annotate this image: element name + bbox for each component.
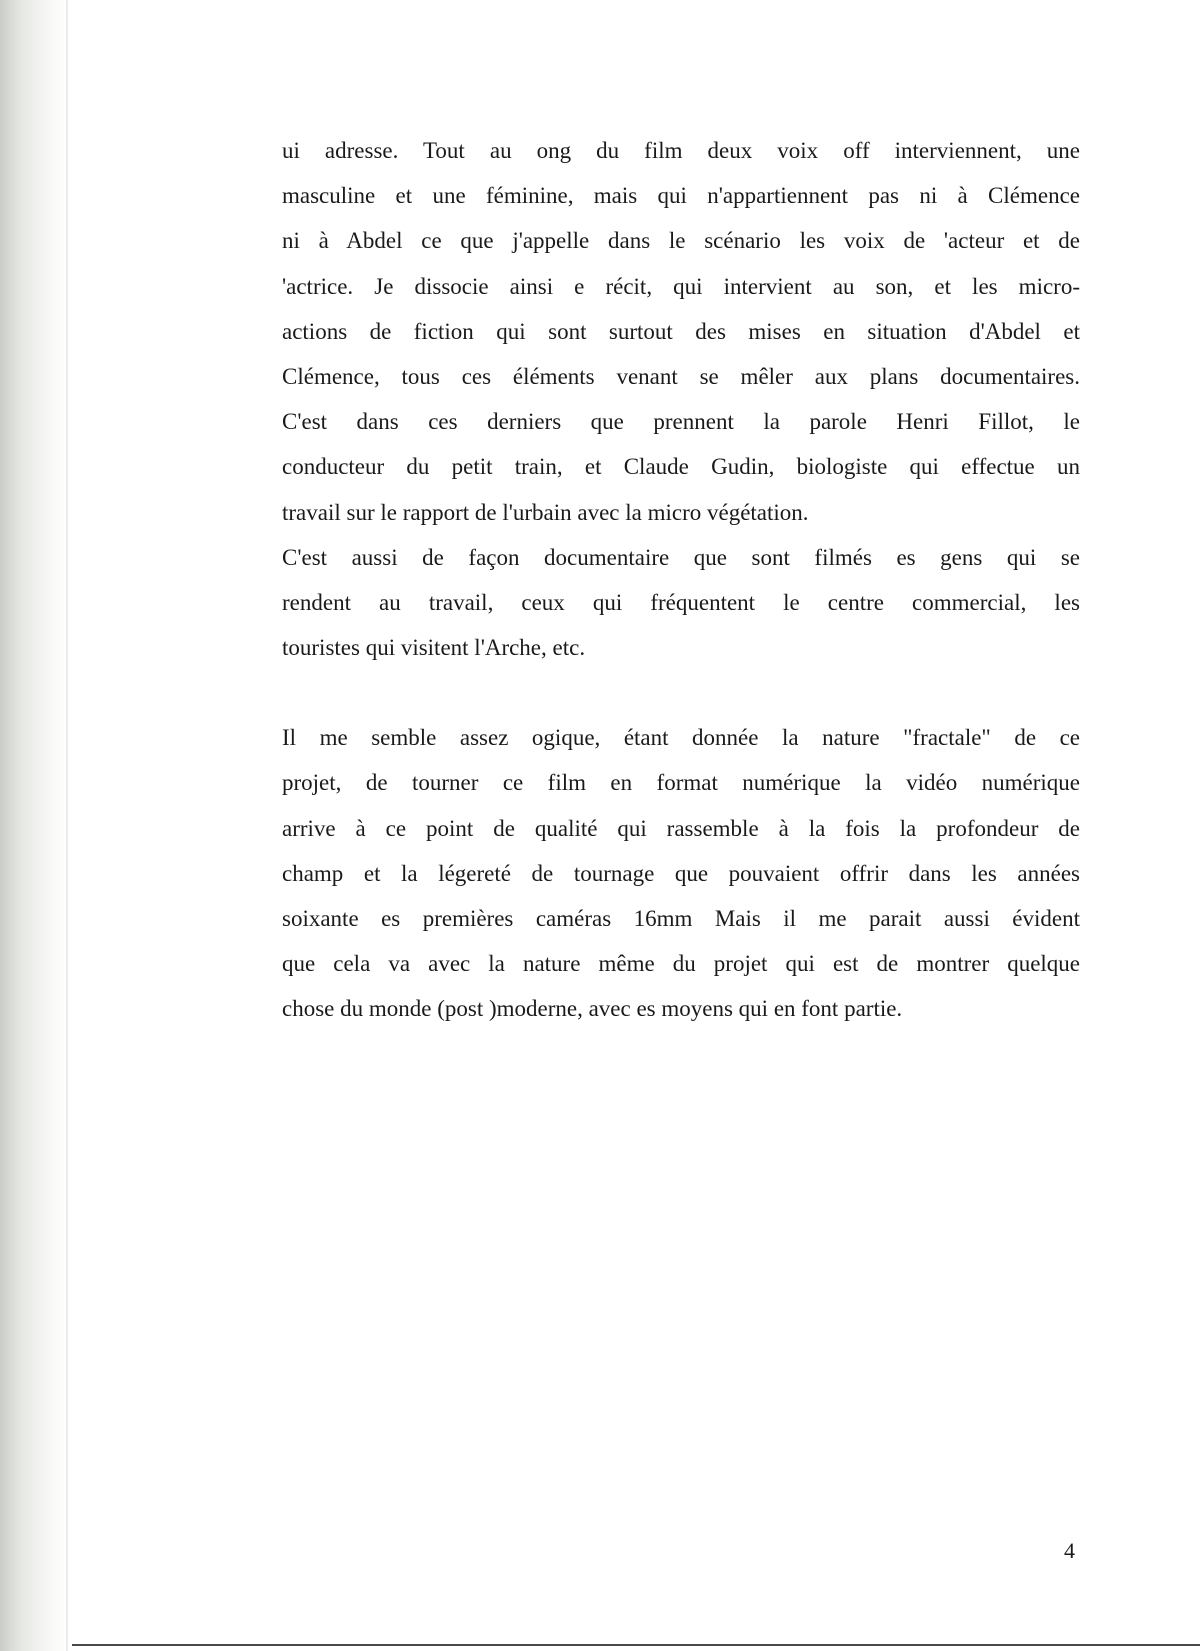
page-number: 4 (1064, 1538, 1075, 1563)
paragraph-1 (282, 128, 1080, 535)
text-line: arrive à ce point de qualité qui rassemble à la fois la profondeur de (282, 815, 1080, 841)
paragraph-2 (282, 535, 1080, 671)
text-line: Il me semble assez ogique, étant donnée la nature "fractale" de ce (282, 725, 1080, 751)
text-line: 'actrice. Je dissocie ainsi e récit, qui intervient au son, et les micro- (282, 273, 1080, 299)
text-line: projet, de tourner ce film en format numérique la vidéo numérique (282, 770, 1080, 796)
text-line: que cela va avec la nature même du projet qui est de montrer quelque (282, 951, 1080, 977)
text-line: ui adresse. Tout au ong du film deux voix off interviennent, une (282, 138, 1080, 163)
document-body (282, 128, 1080, 1032)
page-bottom-edge (72, 1644, 1200, 1646)
text-line: actions de fiction qui sont surtout des mises en situation d'Abdel et (282, 318, 1080, 344)
text-line: chose du monde (post )moderne, avec es moyens qui en font partie. (282, 996, 903, 1022)
paragraph-gap (282, 670, 1080, 715)
text-line: champ et la légereté de tournage que pouvaient offrir dans les années (282, 860, 1080, 886)
binding-shadow (0, 0, 70, 1651)
binding-edge (66, 0, 68, 1651)
text-line: C'est dans ces derniers que prennent la parole Henri Fillot, le (282, 409, 1080, 435)
text-line: Clémence, tous ces éléments venant se mêler aux plans documentaires. (282, 363, 1080, 389)
text-line: touristes qui visitent l'Arche, etc. (282, 635, 586, 661)
text-line: ni à Abdel ce que j'appelle dans le scénario les voix de 'acteur et de (282, 228, 1080, 254)
text-line: travail sur le rapport de l'urbain avec la micro végétation. (282, 499, 809, 525)
text-line: conducteur du petit train, et Claude Gudin, biologiste qui effectue un (282, 454, 1080, 480)
text-line: rendent au travail, ceux qui fréquentent le centre commercial, les (282, 589, 1080, 615)
text-line: masculine et une féminine, mais qui n'appartiennent pas ni à Clémence (282, 183, 1080, 209)
text-line: soixante es premières caméras 16mm Mais il me parait aussi évident (282, 906, 1080, 931)
text-line: C'est aussi de façon documentaire que sont filmés es gens qui se (282, 544, 1080, 570)
paragraph-3 (282, 715, 1080, 1031)
